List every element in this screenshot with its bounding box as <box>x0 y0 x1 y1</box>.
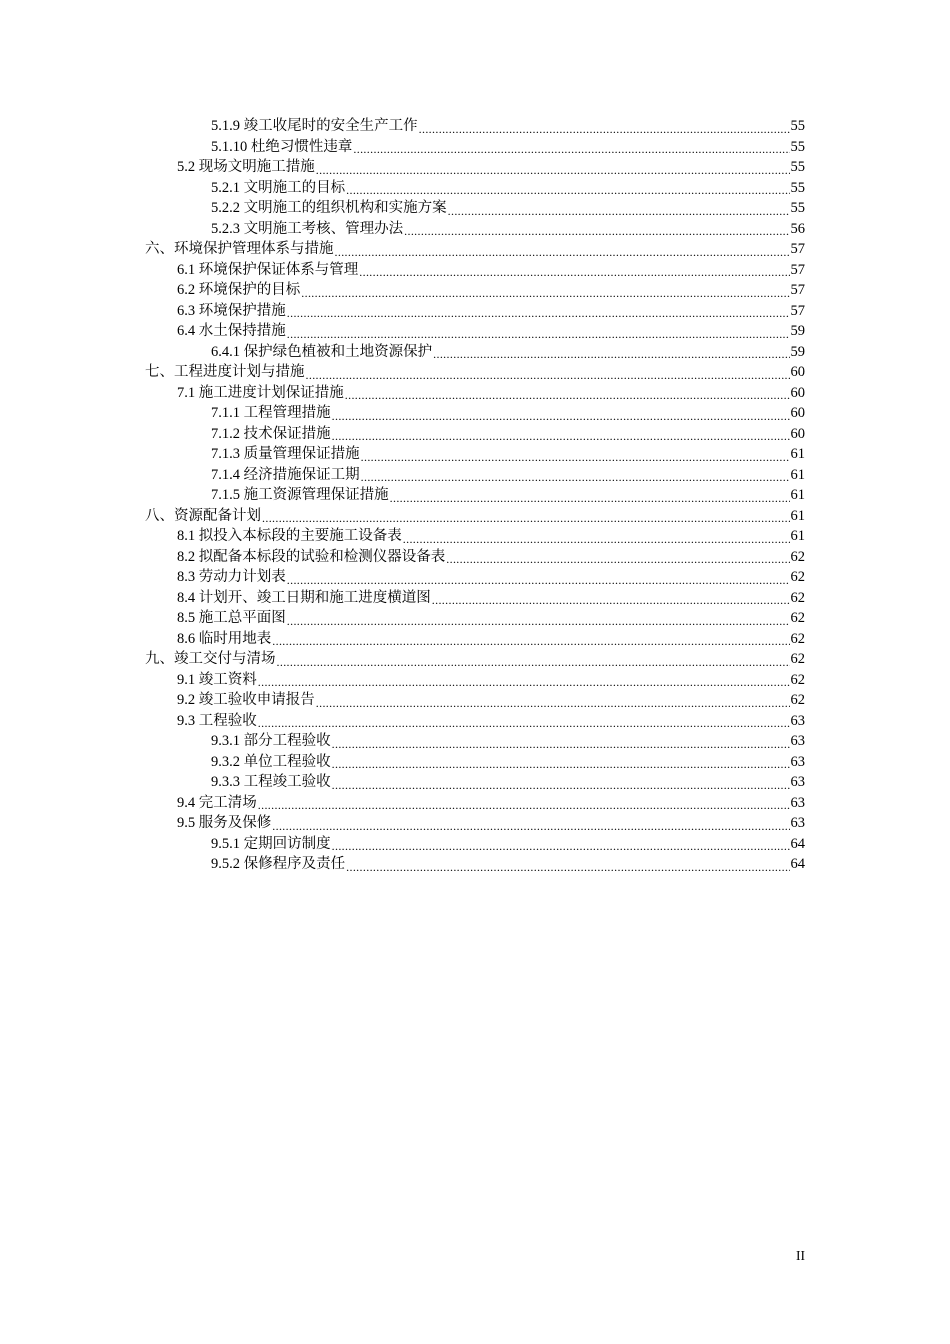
toc-dot-leader <box>446 547 789 568</box>
toc-entry-page-number: 55 <box>790 200 805 216</box>
toc-entry-page-number: 59 <box>790 343 805 360</box>
toc-entry-page-number: 61 <box>790 528 805 544</box>
toc-dot-leader <box>306 362 790 383</box>
toc-entry[interactable] <box>0 342 950 363</box>
toc-entry-title: 5.2.2 文明施工的组织机构和实施方案 <box>211 200 447 216</box>
toc-entry-page-number: 61 <box>790 466 805 483</box>
toc-entry-title: 9.3.2 单位工程验收 <box>211 753 331 770</box>
toc-entry-title: 九、竣工交付与清场 <box>145 651 276 667</box>
toc-entry-title: 9.4 完工清场 <box>177 794 257 811</box>
toc-entry-title: 6.4.1 保护绿色植被和土地资源保护 <box>211 343 433 360</box>
toc-entry-title: 八、资源配备计划 <box>145 507 261 524</box>
toc-entry[interactable] <box>0 465 950 486</box>
toc-dot-leader <box>353 137 789 158</box>
toc-entry-page-number: 55 <box>790 118 805 134</box>
toc-entry-page-number: 62 <box>790 569 805 585</box>
toc-entry[interactable] <box>0 690 950 711</box>
toc-entry-page-number: 60 <box>790 405 805 421</box>
toc-entry[interactable] <box>0 813 950 834</box>
toc-entry-title: 7.1.5 施工资源管理保证措施 <box>211 487 389 503</box>
toc-dot-leader <box>332 752 790 773</box>
toc-entry[interactable] <box>0 485 950 506</box>
toc-entry-title: 9.1 竣工资料 <box>177 671 257 688</box>
toc-entry[interactable] <box>0 362 950 383</box>
toc-entry[interactable] <box>0 157 950 178</box>
toc-entry-page-number: 62 <box>790 610 805 626</box>
toc-entry-title: 6.2 环境保护的目标 <box>177 282 301 298</box>
toc-entry[interactable] <box>0 547 950 568</box>
toc-entry-title: 9.3.3 工程竣工验收 <box>211 774 331 790</box>
toc-entry[interactable] <box>0 506 950 527</box>
toc-entry-page-number: 60 <box>790 364 805 380</box>
toc-entry-title: 9.3 工程验收 <box>177 712 257 729</box>
toc-dot-leader <box>287 608 790 629</box>
toc-entry-page-number: 64 <box>790 856 805 872</box>
toc-dot-leader <box>277 649 790 670</box>
toc-dot-leader <box>258 793 790 814</box>
toc-entry-title: 7.1 施工进度计划保证措施 <box>177 384 344 401</box>
toc-entry-title: 7.1.3 质量管理保证措施 <box>211 446 360 462</box>
toc-entry-title: 六、环境保护管理体系与措施 <box>145 241 334 257</box>
toc-entry-page-number: 62 <box>790 692 805 708</box>
toc-entry[interactable] <box>0 116 950 137</box>
toc-dot-leader <box>359 260 789 281</box>
toc-dot-leader <box>332 403 790 424</box>
toc-entry-title: 5.2.3 文明施工考核、管理办法 <box>211 220 404 237</box>
toc-entry[interactable] <box>0 772 950 793</box>
page-number: II <box>796 1248 805 1263</box>
toc-entry-title: 5.1.10 杜绝习惯性违章 <box>211 138 353 155</box>
toc-entry-page-number: 62 <box>790 651 805 667</box>
toc-entry-title: 5.2.1 文明施工的目标 <box>211 179 346 196</box>
toc-dot-leader <box>335 239 790 260</box>
toc-dot-leader <box>403 526 790 547</box>
toc-entry-page-number: 63 <box>790 794 805 811</box>
toc-entry-title: 8.6 临时用地表 <box>177 630 272 647</box>
toc-entry-title: 7.1.2 技术保证措施 <box>211 425 331 442</box>
toc-entry[interactable] <box>0 834 950 855</box>
toc-entry-page-number: 57 <box>790 241 805 257</box>
toc-entry-page-number: 62 <box>790 671 805 688</box>
toc-dot-leader <box>258 670 790 691</box>
toc-dot-leader <box>433 342 789 363</box>
toc-entry-page-number: 62 <box>790 548 805 565</box>
toc-entry[interactable] <box>0 178 950 199</box>
toc-dot-leader <box>287 321 790 342</box>
toc-dot-leader <box>432 588 790 609</box>
toc-entry[interactable] <box>0 301 950 322</box>
toc-entry[interactable] <box>0 219 950 240</box>
toc-entry[interactable] <box>0 239 950 260</box>
toc-dot-leader <box>272 629 789 650</box>
toc-dot-leader <box>316 690 790 711</box>
toc-dot-leader <box>361 465 790 486</box>
toc-dot-leader <box>361 444 790 465</box>
toc-entry-page-number: 61 <box>790 487 805 503</box>
toc-entry-title: 9.5.1 定期回访制度 <box>211 835 331 852</box>
toc-entry-page-number: 55 <box>790 159 805 175</box>
toc-entry-title: 9.5 服务及保修 <box>177 815 272 831</box>
toc-dot-leader <box>258 711 790 732</box>
toc-dot-leader <box>346 178 789 199</box>
toc-dot-leader <box>301 280 789 301</box>
toc-entry[interactable] <box>0 711 950 732</box>
toc-entry-page-number: 64 <box>790 835 805 852</box>
toc-entry-title: 8.4 计划开、竣工日期和施工进度横道图 <box>177 589 431 606</box>
toc-dot-leader <box>346 854 789 875</box>
toc-entry[interactable] <box>0 854 950 875</box>
toc-dot-leader <box>332 834 790 855</box>
toc-dot-leader <box>332 731 790 752</box>
toc-entry-page-number: 60 <box>790 425 805 442</box>
toc-entry[interactable] <box>0 629 950 650</box>
toc-entry-page-number: 57 <box>790 302 805 319</box>
toc-entry[interactable] <box>0 752 950 773</box>
toc-entry[interactable] <box>0 383 950 404</box>
toc-entry[interactable] <box>0 731 950 752</box>
toc-entry[interactable] <box>0 403 950 424</box>
toc-entry-page-number: 63 <box>790 733 805 749</box>
toc-entry-page-number: 55 <box>790 138 805 155</box>
toc-dot-leader <box>332 424 790 445</box>
toc-entry-page-number: 62 <box>790 589 805 606</box>
toc-entry-title: 8.2 拟配备本标段的试验和检测仪器设备表 <box>177 548 446 565</box>
toc-entry-page-number: 63 <box>790 815 805 831</box>
toc-dot-leader <box>448 198 790 219</box>
toc-entry[interactable] <box>0 649 950 670</box>
toc-entry-title: 7.1.4 经济措施保证工期 <box>211 466 360 483</box>
toc-entry-title: 6.1 环境保护保证体系与管理 <box>177 261 359 278</box>
toc-entry-title: 七、工程进度计划与措施 <box>145 364 305 380</box>
toc-dot-leader <box>316 157 790 178</box>
toc-entry[interactable] <box>0 588 950 609</box>
toc-entry-title: 7.1.1 工程管理措施 <box>211 405 331 421</box>
toc-entry-title: 9.5.2 保修程序及责任 <box>211 856 346 872</box>
toc-entry-page-number: 62 <box>790 630 805 647</box>
toc-entry-page-number: 61 <box>790 507 805 524</box>
toc-entry-page-number: 60 <box>790 384 805 401</box>
toc-dot-leader <box>419 116 790 137</box>
toc-dot-leader <box>262 506 790 527</box>
toc-entry-title: 9.3.1 部分工程验收 <box>211 733 331 749</box>
toc-entry[interactable] <box>0 280 950 301</box>
toc-dot-leader <box>287 301 790 322</box>
toc-entry-title: 5.1.9 竣工收尾时的安全生产工作 <box>211 118 418 134</box>
toc-entry-page-number: 61 <box>790 446 805 462</box>
toc-dot-leader <box>272 813 789 834</box>
toc-entry[interactable] <box>0 526 950 547</box>
toc-dot-leader <box>390 485 790 506</box>
toc-entry-page-number: 57 <box>790 261 805 278</box>
toc-entry[interactable] <box>0 793 950 814</box>
toc-entry-page-number: 63 <box>790 712 805 729</box>
toc-entry-title: 5.2 现场文明施工措施 <box>177 159 315 175</box>
toc-dot-leader <box>345 383 790 404</box>
toc-entry-page-number: 56 <box>790 220 805 237</box>
toc-entry[interactable] <box>0 670 950 691</box>
toc-dot-leader <box>404 219 789 240</box>
toc-entry-page-number: 63 <box>790 774 805 790</box>
toc-entry-title: 8.1 拟投入本标段的主要施工设备表 <box>177 528 402 544</box>
toc-entry-title: 9.2 竣工验收申请报告 <box>177 692 315 708</box>
toc-entry[interactable] <box>0 567 950 588</box>
toc-dot-leader <box>287 567 790 588</box>
toc-entry[interactable] <box>0 198 950 219</box>
toc-entry[interactable] <box>0 444 950 465</box>
toc-entry[interactable] <box>0 321 950 342</box>
toc-entry[interactable] <box>0 424 950 445</box>
toc-entry-page-number: 59 <box>790 323 805 339</box>
toc-entry[interactable] <box>0 608 950 629</box>
toc-entry-title: 6.4 水土保持措施 <box>177 323 286 339</box>
toc-entry-title: 8.3 劳动力计划表 <box>177 569 286 585</box>
toc-entry-page-number: 57 <box>790 282 805 298</box>
toc-entry-page-number: 55 <box>790 179 805 196</box>
toc-entry[interactable] <box>0 260 950 281</box>
table-of-contents <box>0 116 950 875</box>
toc-entry-page-number: 63 <box>790 753 805 770</box>
toc-entry-title: 6.3 环境保护措施 <box>177 302 286 319</box>
toc-entry[interactable] <box>0 137 950 158</box>
toc-dot-leader <box>332 772 790 793</box>
toc-entry-title: 8.5 施工总平面图 <box>177 610 286 626</box>
